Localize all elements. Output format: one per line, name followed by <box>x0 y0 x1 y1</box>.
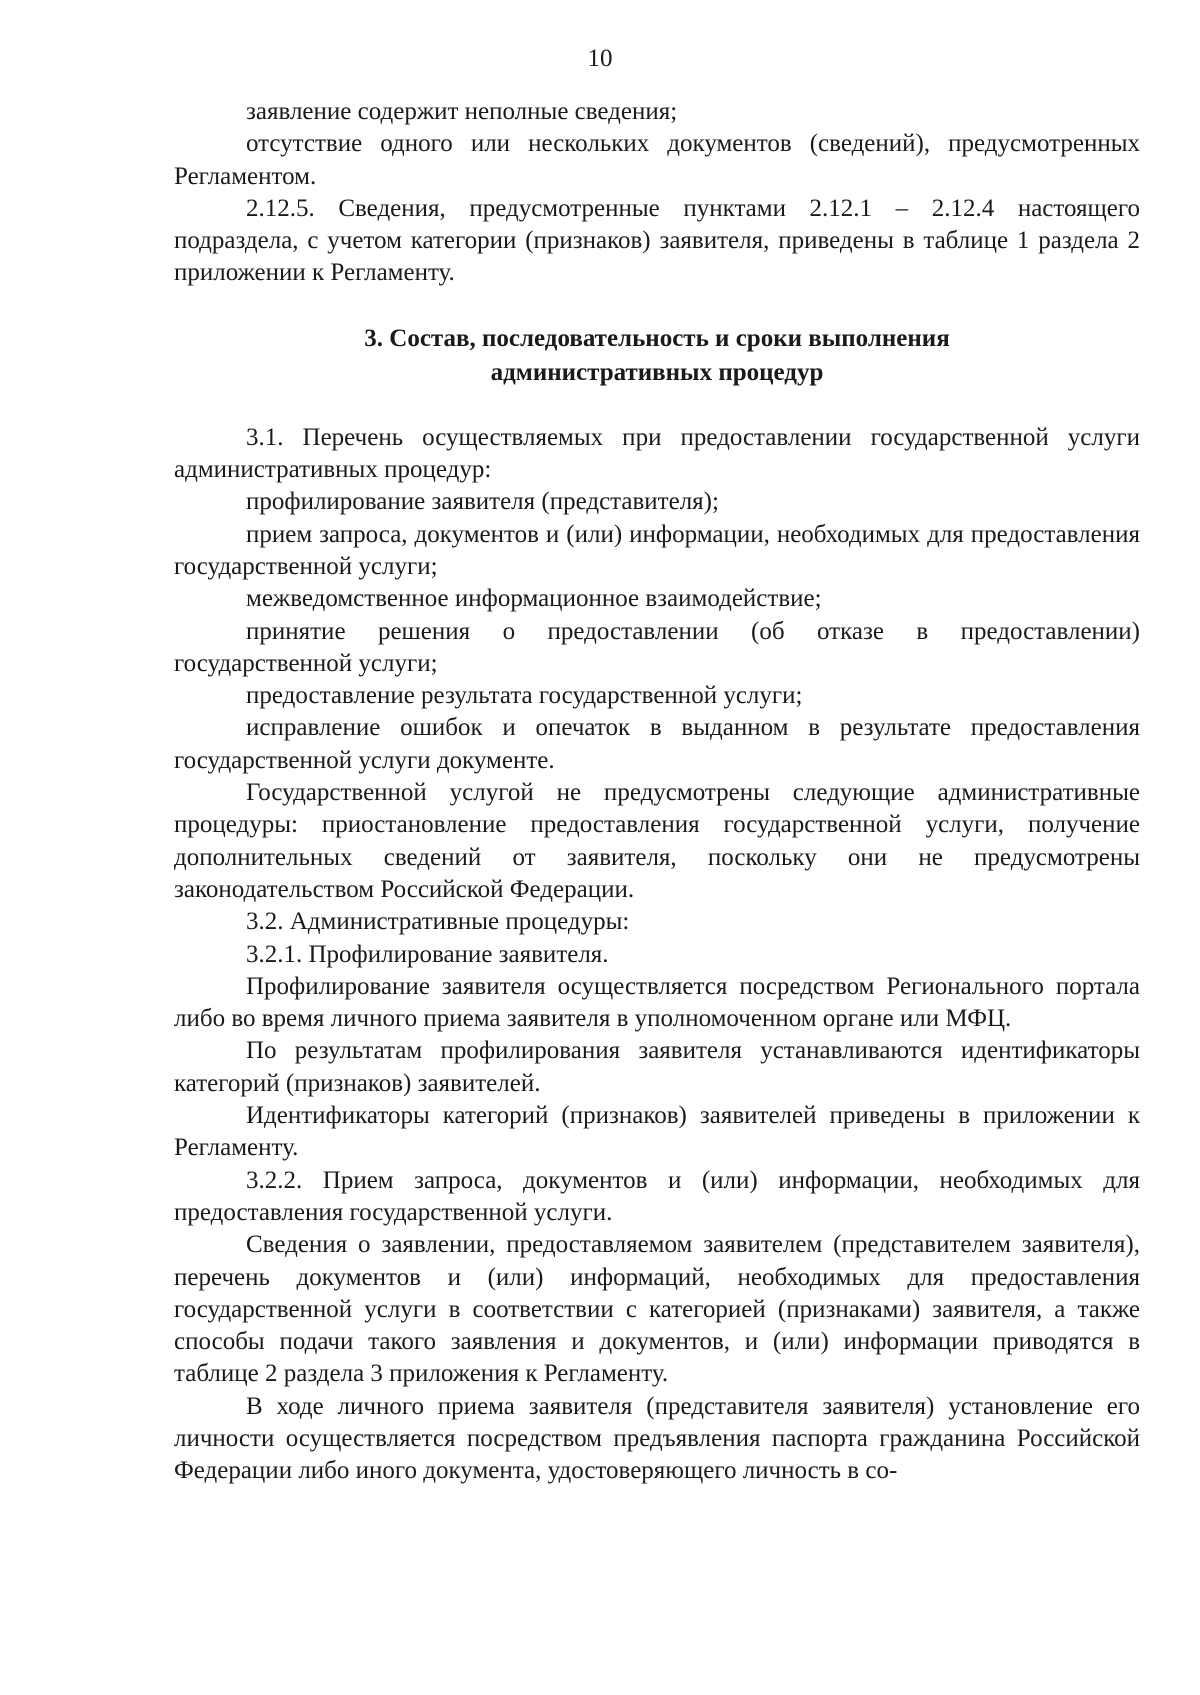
list-item-decision: принятие решения о предоставлении (об отказе в предоставлении) государственной услуги; <box>174 617 1140 677</box>
paragraph-3-2: 3.2. Административные процедуры: <box>246 908 630 936</box>
paragraph-2-12-5: 2.12.5. Сведения, предусмотренные пунктами 2.12.1 – 2.12.4 настоящего подраздела, с учетом категории (признаков) заявителя, приведены в таблице 1 раздела 2 приложении к Регламенту. <box>174 194 1140 287</box>
paragraph-profiling-results: По результатам профилирования заявителя устанавливаются идентификаторы категорий (признаков) заявителей. <box>174 1037 1140 1097</box>
list-item-interagency-interaction: межведомственное информационное взаимодействие; <box>246 585 822 613</box>
paragraph-3-1: 3.1. Перечень осуществляемых при предоставлении государственной услуги административных процедур: <box>174 423 1140 484</box>
paragraph-incomplete-info: заявление содержит неполные сведения; <box>246 98 678 125</box>
list-item-result-provision: предоставление результата государственной услуги; <box>246 682 803 710</box>
page-number: 10 <box>587 45 613 72</box>
section-3-heading-line-2: административных процедур <box>490 358 824 386</box>
paragraph-3-2-2: 3.2.2. Прием запроса, документов и (или) информации, необходимых для предоставления государственной услуги. <box>174 1166 1140 1226</box>
section-3-heading <box>174 322 1140 390</box>
paragraph-personal-reception: В ходе личного приема заявителя (представителя заявителя) установление его личности осуществляется посредством предъявления паспорта гражданина Российской Федерации либо иного документа, удостоверяющего личность в со- <box>174 1392 1140 1485</box>
paragraph-application-info: Сведения о заявлении, предоставляемом заявителем (представителем заявителя), перечень документов и (или) информаций, необходимых для предоставления государственной услуги в соответствии с категорией (признаками) заявителя, а также способы подачи такого заявления и документов, и (или) информации приводятся в таблице 2 раздела 3 приложения к Регламенту. <box>174 1231 1140 1388</box>
spacer <box>174 390 1140 422</box>
list-item-profiling: профилирование заявителя (представителя); <box>246 488 719 516</box>
paragraph-3-2-1: 3.2.1. Профилирование заявителя. <box>246 940 609 968</box>
paragraph-identifiers: Идентификаторы категорий (признаков) заявителей приведены в приложении к Регламенту. <box>174 1102 1140 1162</box>
paragraph-not-provided-procedures: Государственной услугой не предусмотрены следующие административные процедуры: приостановление предоставления государственной услуги, получение дополнительных сведений от заявителя, поскольку они не предусмотрены законодательством Российской Федерации. <box>174 779 1140 903</box>
list-item-request-reception: прием запроса, документов и (или) информации, необходимых для предоставления государственной услуги; <box>174 520 1140 580</box>
document-body <box>174 96 1140 1488</box>
paragraph-missing-documents: отсутствие одного или нескольких документов (сведений), предусмотренных Регламентом. <box>174 130 1140 190</box>
list-item-error-correction: исправление ошибок и опечаток в выданном в результате предоставления государственной услуги документе. <box>174 714 1140 774</box>
spacer <box>174 290 1140 322</box>
section-3-heading-line-1: 3. Состав, последовательность и сроки выполнения <box>364 324 950 352</box>
paragraph-profiling-method: Профилирование заявителя осуществляется посредством Регионального портала либо во время личного приема заявителя в уполномоченном органе или МФЦ. <box>174 972 1140 1033</box>
